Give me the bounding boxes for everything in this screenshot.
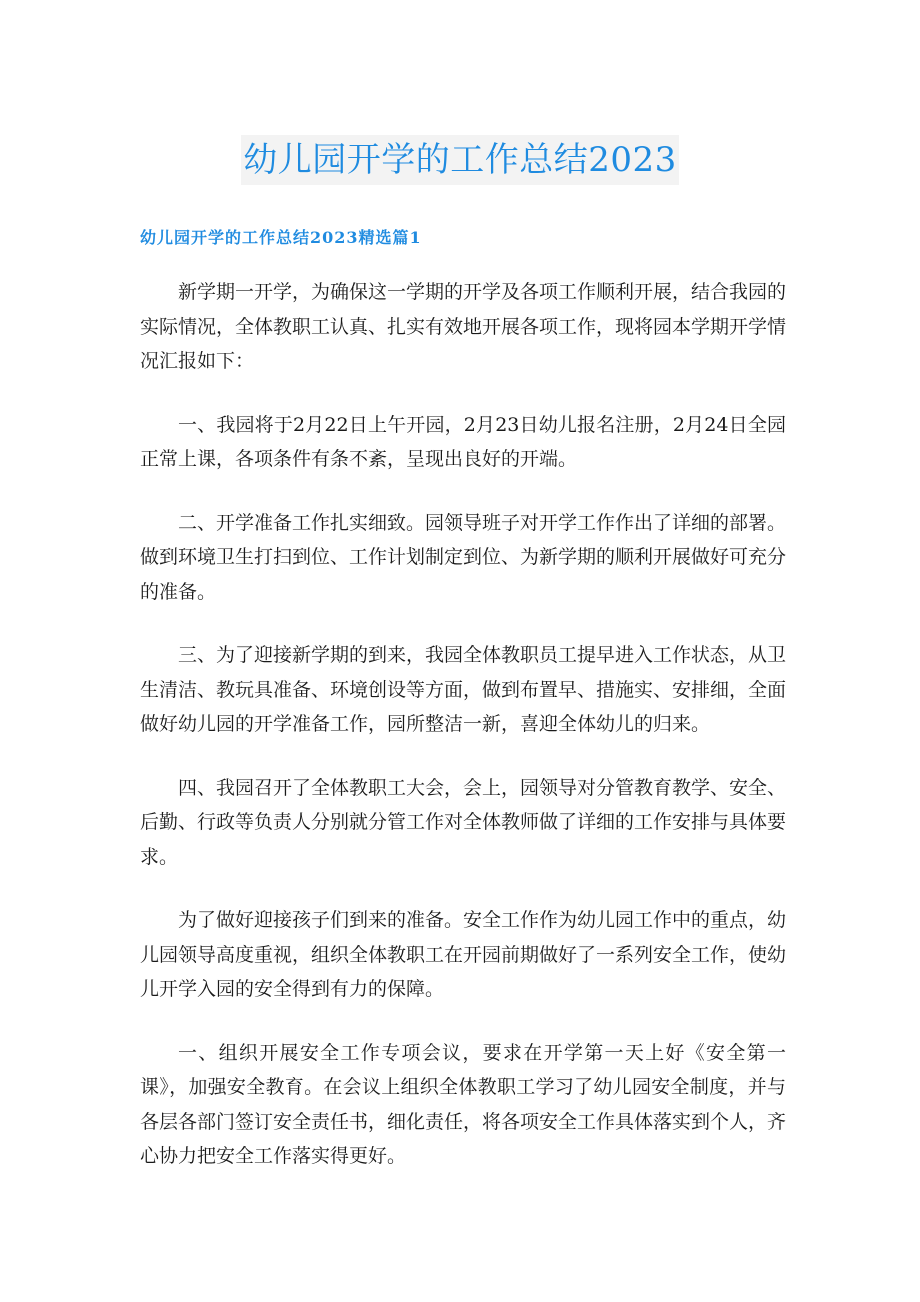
title-container xyxy=(0,135,920,185)
paragraph-safety-item-1: 一、组织开展安全工作专项会议，要求在开学第一天上好《安全第一课》，加强安全教育。在会议上组织全体教职工学习了幼儿园安全制度，并与各层各部门签订安全责任书，细化责任，将各项安全工作具体落实到个人，齐心协力把安全工作落实得更好。 xyxy=(140,1041,787,1167)
document-body xyxy=(140,275,786,1203)
paragraph-item-2: 二、开学准备工作扎实细致。园领导班子对开学工作作出了详细的部署。做到环境卫生打扫到位、工作计划制定到位、为新学期的顺利开展做好可充分的准备。 xyxy=(140,511,787,603)
paragraph-item-4: 四、我园召开了全体教职工大会，会上，园领导对分管教育教学、安全、后勤、行政等负责人分别就分管工作对全体教师做了详细的工作安排与具体要求。 xyxy=(140,776,787,868)
document-title: 幼儿园开学的工作总结2023 xyxy=(241,135,679,185)
paragraph-item-1: 一、我园将于2月22日上午开园，2月23日幼儿报名注册，2月24日全园正常上课，各项条件有条不紊，呈现出良好的开端。 xyxy=(140,413,786,470)
paragraph-item-3: 三、为了迎接新学期的到来，我园全体教职员工提早进入工作状态，从卫生清洁、教玩具准备、环境创设等方面，做到布置早、措施实、安排细，全面做好幼儿园的开学准备工作，园所整洁一新，喜迎全体幼儿的归来。 xyxy=(140,644,787,735)
section-subtitle: 幼儿园开学的工作总结2023精选篇1 xyxy=(140,228,422,247)
paragraph-intro: 新学期一开学，为确保这一学期的开学及各项工作顺利开展，结合我园的实际情况，全体教职工认真、扎实有效地开展各项工作，现将园本学期开学情况汇报如下： xyxy=(140,281,787,372)
paragraph-safety-intro: 为了做好迎接孩子们到来的准备。安全工作作为幼儿园工作中的重点，幼儿园领导高度重视，组织全体教职工在开园前期做好了一系列安全工作，使幼儿开学入园的安全得到有力的保障。 xyxy=(140,909,787,1000)
